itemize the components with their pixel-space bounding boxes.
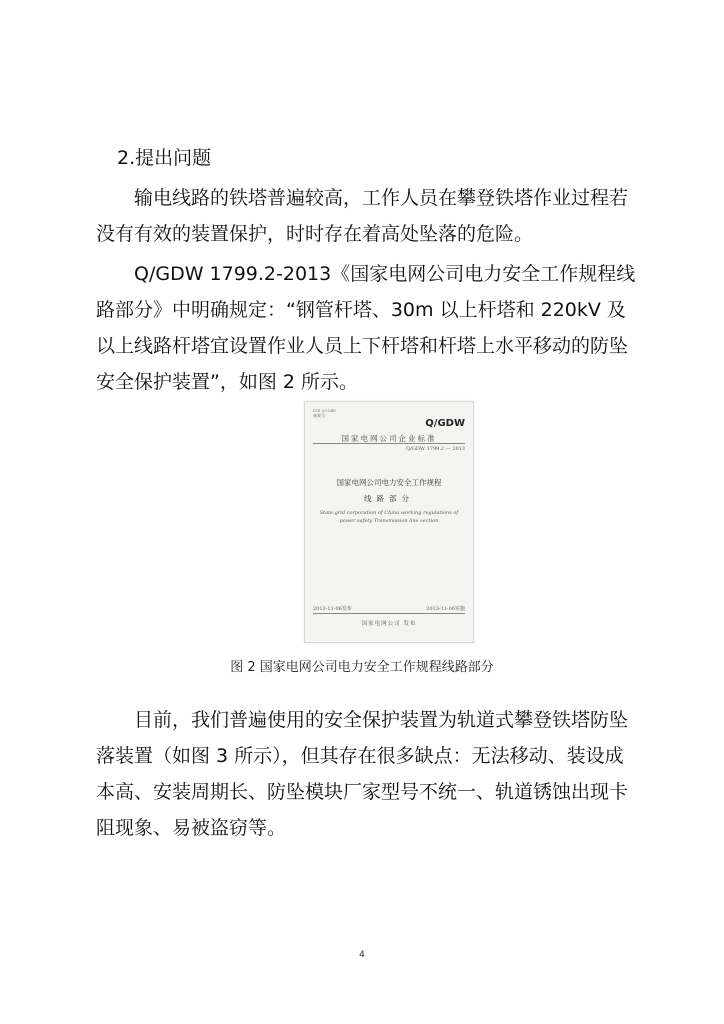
figure-caption: 图 2 国家电网公司电力安全工作规程线路部分 [230,660,494,675]
figure-divider [313,613,465,614]
figure-date-effective: 2013-11-06实施 [426,606,465,612]
figure-org: 国家电网公司企业标准 [341,434,437,443]
paragraph-problem [96,180,636,252]
figure-issuer: 国家电网公司 发布 [361,621,417,627]
paragraph-current-device [96,702,636,846]
figure-code: Q/GDW 1799.2 — 2013 [406,446,465,452]
figure-subtitle: 线路部分 [364,494,414,503]
figure-meta [313,408,336,418]
figure-date-issued: 2013-11-06发布 [313,606,352,612]
paragraph-text: 目前，我们普遍使用的安全保护装置为轨道式攀登铁塔防坠落装置（如图 3 所示），但其存在很多缺点：无法移动、装设成本高、安装周期长、防坠模块厂家型号不统一、轨道锈蚀出现卡阻现象、易被盗窃等。 [96,709,629,839]
page-number: 4 [359,950,365,960]
figure-meta-line: 备案号： [313,413,329,418]
figure-english-title: State grid corporation of China working regulations of power safety Transmission line section [319,510,459,524]
paragraph-text: Q/GDW 1799.2-2013《国家电网公司电力安全工作规程线路部分》中明确规定：“钢管杆塔、30m 以上杆塔和 220kV 及以上线路杆塔宜设置作业人员上下杆塔和杆塔上水平移动的防坠安全保护装置”，如图 2 所示。 [96,263,636,393]
figure-meta-line: ICS 29.240 [313,408,336,413]
section-heading: 2.提出问题 [117,147,212,169]
figure-title: 国家电网公司电力安全工作规程 [336,478,442,487]
figure-logo: Q/GDW [425,418,465,429]
paragraph-regulation [96,256,636,400]
paragraph-text: 输电线路的铁塔普遍较高，工作人员在攀登铁塔作业过程若没有有效的装置保护，时时存在着高处坠落的危险。 [96,187,629,245]
figure-standard-cover [304,401,474,643]
figure-divider [313,443,465,444]
